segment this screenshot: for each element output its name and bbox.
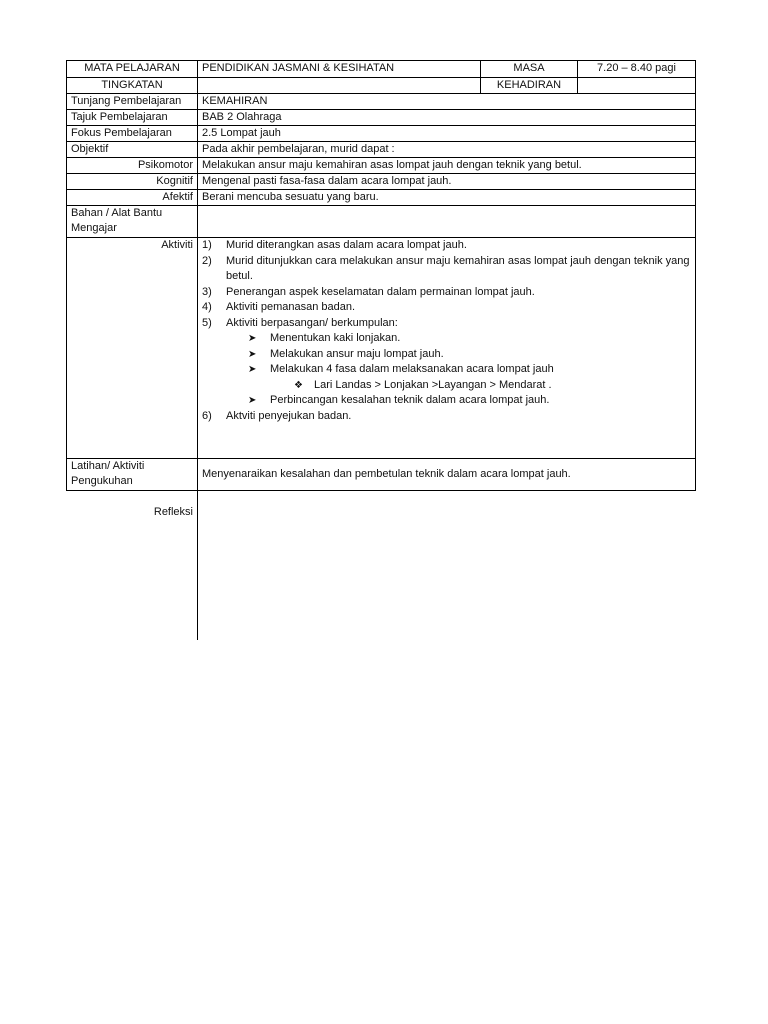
tajuk-label: Tajuk Pembelajaran <box>67 110 198 126</box>
list-number: 5) <box>202 316 212 329</box>
kognitif-value: Mengenal pasti fasa-fasa dalam acara lompat jauh. <box>198 174 696 190</box>
sublist-text: Melakukan 4 fasa dalam melaksanakan acara lompat jauh <box>270 363 554 375</box>
aktiviti-row <box>67 238 696 459</box>
refleksi-label: Refleksi <box>67 491 198 641</box>
objektif-row <box>67 142 696 158</box>
aktiviti-sub-sublist <box>202 378 691 394</box>
tunjang-value: KEMAHIRAN <box>198 94 696 110</box>
aktiviti-content <box>198 238 696 459</box>
tunjang-row <box>67 94 696 110</box>
fokus-value: 2.5 Lompat jauh <box>198 126 696 142</box>
list-number: 1) <box>202 239 212 251</box>
arrow-bullet-icon: ➤ <box>248 395 257 406</box>
sublist-text: Menentukan kaki lonjakan. <box>270 332 401 344</box>
list-item <box>202 238 691 254</box>
psikomotor-label: Psikomotor <box>67 158 198 174</box>
sublist-item <box>248 331 691 347</box>
aktiviti-label: Aktiviti <box>67 238 198 459</box>
lesson-plan-table <box>66 60 696 640</box>
bahan-value <box>198 206 696 238</box>
sub-sublist-text: Lari Landas > Lonjakan >Layangan > Mendarat . <box>314 378 552 391</box>
list-text: Aktiviti pemanasan badan. <box>226 301 356 313</box>
psikomotor-value: Melakukan ansur maju kemahiran asas lompat jauh dengan teknik yang betul. <box>198 158 696 174</box>
list-text: Murid diterangkan asas dalam acara lompat jauh. <box>226 239 467 251</box>
sublist-item <box>248 393 691 409</box>
list-text: Murid ditunjukkan cara melakukan ansur maju kemahiran asas lompat jauh dengan teknik yang betul. <box>226 254 690 282</box>
aktiviti-list <box>202 238 691 331</box>
lesson-plan-document <box>66 60 695 640</box>
fokus-label: Fokus Pembelajaran <box>67 126 198 142</box>
masa-label: MASA <box>481 61 578 78</box>
sublist-item <box>248 347 691 363</box>
aktiviti-sublist-cont <box>202 393 691 409</box>
tunjang-label: Tunjang Pembelajaran <box>67 94 198 110</box>
tingkatan-label: TINGKATAN <box>67 78 198 94</box>
afektif-row <box>67 190 696 206</box>
list-text: Aktviti penyejukan badan. <box>226 409 352 422</box>
fokus-row <box>67 126 696 142</box>
objektif-label: Objektif <box>67 142 198 158</box>
aktiviti-list-cont <box>202 409 691 425</box>
tingkatan-value <box>198 78 481 94</box>
arrow-bullet-icon: ➤ <box>248 364 257 375</box>
afektif-label: Afektif <box>67 190 198 206</box>
kognitif-row <box>67 174 696 190</box>
diamond-bullet-icon: ❖ <box>294 379 303 391</box>
list-number: 6) <box>202 409 212 422</box>
sublist-text: Melakukan ansur maju lompat jauh. <box>270 347 444 360</box>
sub-sublist-item <box>294 378 691 394</box>
kehadiran-label: KEHADIRAN <box>481 78 578 94</box>
mata-pelajaran-value: PENDIDIKAN JASMANI & KESIHATAN <box>198 61 481 78</box>
bahan-label: Bahan / Alat Bantu Mengajar <box>67 206 198 238</box>
latihan-label: Latihan/ Aktiviti Pengukuhan <box>67 459 198 491</box>
masa-value: 7.20 – 8.40 pagi <box>578 61 696 78</box>
mata-pelajaran-label: MATA PELAJARAN <box>67 61 198 78</box>
afektif-value: Berani mencuba sesuatu yang baru. <box>198 190 696 206</box>
latihan-row <box>67 459 696 491</box>
tajuk-row <box>67 110 696 126</box>
header-row-class <box>67 78 696 94</box>
list-number: 2) <box>202 254 212 267</box>
list-item <box>202 300 691 316</box>
tajuk-value: BAB 2 Olahraga <box>198 110 696 126</box>
list-item <box>202 285 691 301</box>
psikomotor-row <box>67 158 696 174</box>
objektif-value: Pada akhir pembelajaran, murid dapat : <box>198 142 696 158</box>
list-text: Penerangan aspek keselamatan dalam permainan lompat jauh. <box>226 285 535 298</box>
sublist-text: Perbincangan kesalahan teknik dalam acara lompat jauh. <box>270 394 550 406</box>
kognitif-label: Kognitif <box>67 174 198 190</box>
aktiviti-sublist <box>202 331 691 378</box>
list-number: 3) <box>202 285 212 298</box>
list-text: Aktiviti berpasangan/ berkumpulan: <box>226 316 398 329</box>
sublist-item <box>248 362 691 378</box>
refleksi-row <box>67 491 696 641</box>
refleksi-value <box>198 491 696 641</box>
arrow-bullet-icon: ➤ <box>248 348 257 360</box>
latihan-value: Menyenaraikan kesalahan dan pembetulan teknik dalam acara lompat jauh. <box>198 459 696 491</box>
header-row-subject <box>67 61 696 78</box>
list-number: 4) <box>202 301 212 313</box>
kehadiran-value <box>578 78 696 94</box>
bahan-row <box>67 206 696 238</box>
list-item <box>202 316 691 332</box>
list-item <box>202 254 691 285</box>
arrow-bullet-icon: ➤ <box>248 333 257 344</box>
list-item <box>202 409 691 425</box>
